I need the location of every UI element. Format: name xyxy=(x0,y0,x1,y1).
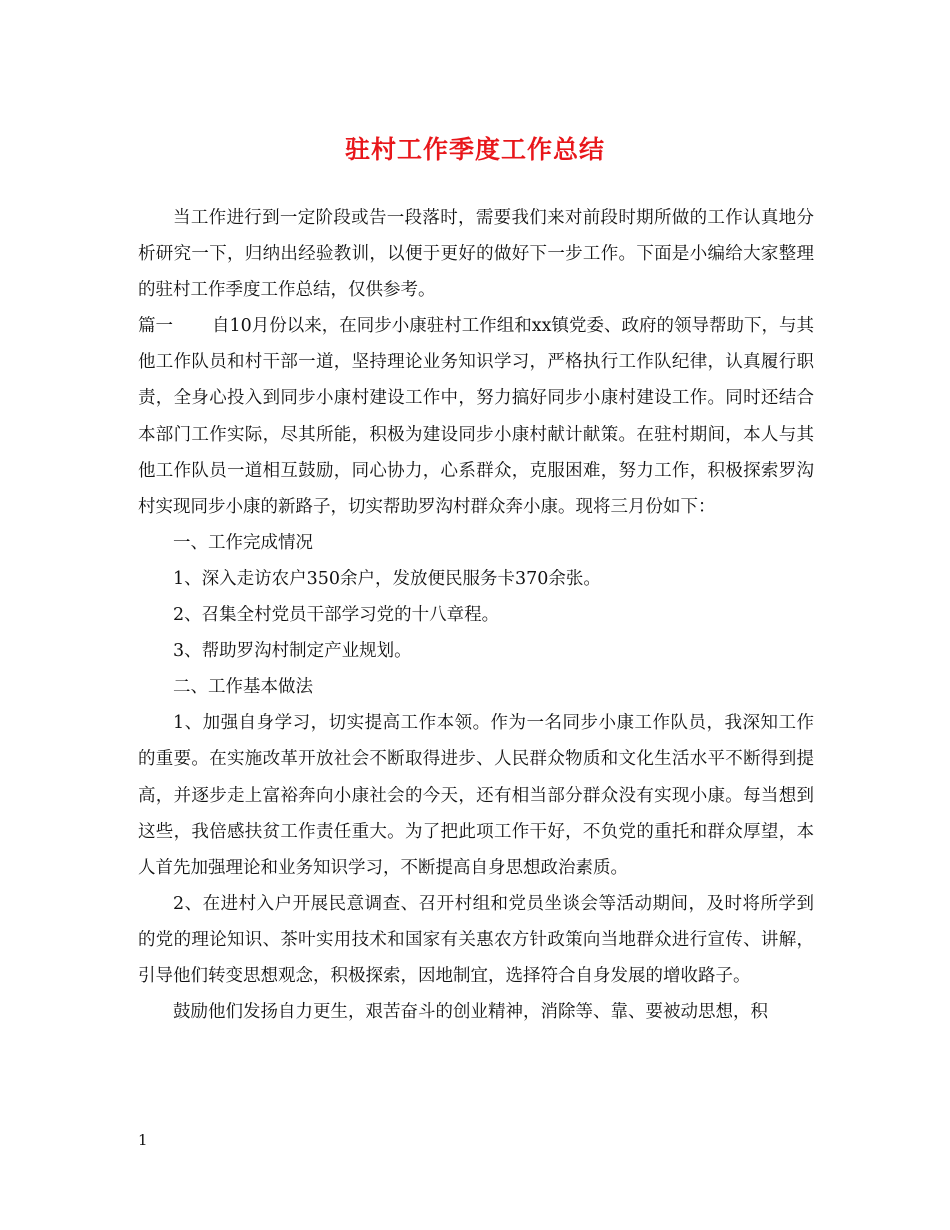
body-paragraph: 2、在进村入户开展民意调查、召开村组和党员坐谈会等活动期间，及时将所学到的党的理论知识、茶叶实用技术和国家有关惠农方针政策向当地群众进行宣传、讲解，引导他们转变思想观念，积极探索，因地制宜，选择符合自身发展的增收路子。 xyxy=(138,893,814,986)
intro-paragraph: 当工作进行到一定阶段或告一段落时，需要我们来对前段时期所做的工作认真地分析研究一下，归纳出经验教训，以便于更好的做好下一步工作。下面是小编给大家整理的驻村工作季度工作总结，仅供参考。 xyxy=(138,208,814,301)
part-label: 篇一 xyxy=(138,316,173,337)
document-body xyxy=(138,200,814,1030)
page-number: 1 xyxy=(138,1131,148,1149)
document-title: 驻村工作季度工作总结 xyxy=(344,135,605,164)
body-paragraph: 鼓励他们发扬自力更生，艰苦奋斗的创业精神，消除等、靠、要被动思想，积 xyxy=(173,1002,768,1023)
section-heading: 二、工作基本做法 xyxy=(173,677,313,698)
list-item: 1、深入走访农户350余户，发放便民服务卡370余张。 xyxy=(173,568,601,589)
part-one-paragraph xyxy=(138,308,814,525)
body-paragraph: 1、加强自身学习，切实提高工作本领。作为一名同步小康工作队员，我深知工作的重要。在实施改革开放社会不断取得进步、人民群众物质和文化生活水平不断得到提高，并逐步走上富裕奔向小康社会的今天，还有相当部分群众没有实现小康。每当想到这些，我倍感扶贫工作责任重大。为了把此项工作干好，不负党的重托和群众厚望，本人首先加强理论和业务知识学习，不断提高自身思想政治素质。 xyxy=(138,713,814,878)
part-text: 自10月份以来，在同步小康驻村工作组和xx镇党委、政府的领导帮助下，与其他工作队员和村干部一道，坚持理论业务知识学习，严格执行工作队纪律，认真履行职责，全身心投入到同步小康村建设工作中，努力搞好同步小康村建设工作。同时还结合本部门工作实际，尽其所能，积极为建设同步小康村献计献策。在驻村期间，本人与其他工作队员一道相互鼓励，同心协力，心系群众，克服困难，努力工作，积极探索罗沟村实现同步小康的新路子，切实帮助罗沟村群众奔小康。现将三月份如下： xyxy=(138,316,815,517)
list-item: 3、帮助罗沟村制定产业规划。 xyxy=(173,641,412,662)
section-heading: 一、工作完成情况 xyxy=(173,532,313,553)
list-item: 2、召集全村党员干部学习党的十八章程。 xyxy=(173,605,500,626)
